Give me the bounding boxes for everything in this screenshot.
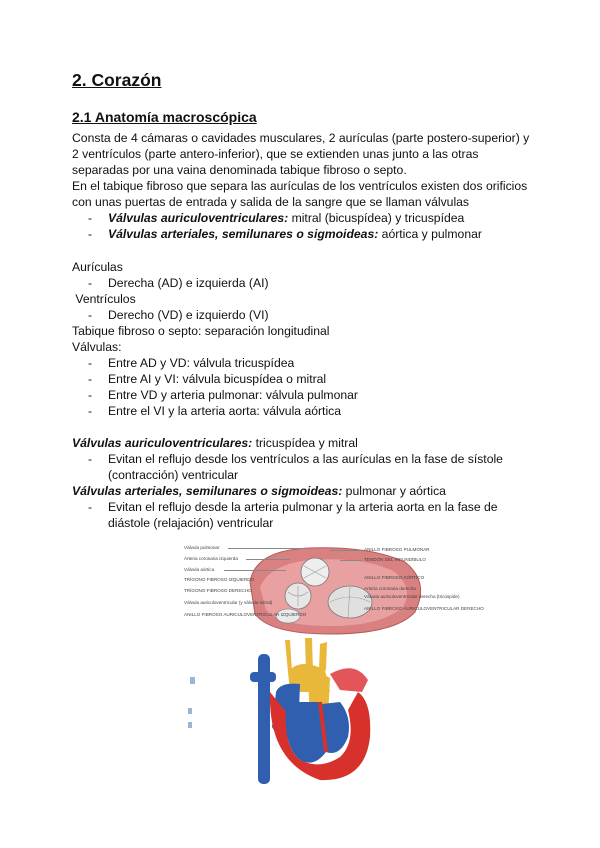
intro-line: con unas puertas de entrada y salida de la sangre que se llaman válvulas (72, 195, 470, 209)
leader-line (330, 550, 362, 551)
atria-heading: Aurículas (72, 260, 123, 274)
ventricles-heading: Ventrículos (72, 292, 136, 306)
list-item: - Entre AI y VI: válvula bicuspídea o mitral (88, 372, 327, 386)
figure-label: TENDÓN DEL INFUNDÍBULO (364, 557, 426, 562)
list-item-continuation: (contracción) ventricular (108, 468, 239, 482)
av-heading: Válvulas auriculoventriculares: tricuspídea y mitral (72, 436, 358, 450)
list-item: - Evitan el reflujo desde los ventrículos a las aurículas en la fase de sístole (88, 452, 503, 466)
figure-label: TRÍGONO FIBROSO DERECHO (184, 588, 252, 593)
leader-line (340, 560, 362, 561)
section-heading: 2.1 Anatomía macroscópica (72, 109, 257, 125)
valves-heading: Válvulas: (72, 340, 122, 354)
figure-label: Arteria coronaria izquierda (184, 556, 238, 561)
intro-line: 2 ventrículos (parte antero-inferior), que se extienden unas junto a las otras (72, 147, 479, 161)
figure-label: Válvula aórtica (184, 567, 215, 572)
sl-heading: Válvulas arteriales, semilunares o sigmoideas: pulmonar y aórtica (72, 484, 446, 498)
leader-line (228, 548, 308, 549)
figure-label: ANILLO FIBROSO PULMONAR (364, 547, 430, 552)
intro-line: Consta de 4 cámaras o cavidades musculares, 2 aurículas (parte postero-superior) y (72, 131, 530, 145)
figure-label: ANILLO FIBROSO AURICULOVENTRICULAR IZQUIERDO (184, 612, 307, 617)
figure-label: Arteria coronaria derecha (364, 586, 416, 591)
list-item: - Válvulas auriculoventriculares: mitral (bicuspídea) y tricuspídea (88, 211, 465, 225)
list-item-continuation: diástole (relajación) ventricular (108, 516, 274, 530)
figure-label: Válvula pulmonar (184, 545, 220, 550)
leader-line (224, 570, 286, 571)
list-item: - Entre VD y arteria pulmonar: válvula pulmonar (88, 388, 358, 402)
list-item: - Entre el VI y la arteria aorta: válvula aórtica (88, 404, 342, 418)
intro-line: separadas por una vaina denominada tabique fibroso o septo. (72, 163, 407, 177)
list-item: - Entre AD y VD: válvula tricuspídea (88, 356, 295, 370)
figure-label: Válvula auriculoventricular derecha (tricúspide) (364, 594, 460, 599)
septum-line: Tabique fibroso o septo: separación longitudinal (72, 324, 330, 338)
intro-line: En el tabique fibroso que separa las aurículas de los ventrículos existen dos orificios (72, 179, 528, 193)
figure-label: ANILLO FIBROSO AÓRTICO (364, 575, 425, 580)
figure-label: TRÍGONO FIBROSO IZQUIERDO (184, 577, 255, 582)
list-item: - Derecha (AD) e izquierda (AI) (88, 276, 269, 290)
figure-label: ANILLO FIBROSO AURICULOVENTRICULAR DERECHO (364, 606, 484, 611)
list-item: - Derecho (VD) e izquierdo (VI) (88, 308, 269, 322)
leader-line (246, 559, 290, 560)
page-title: 2. Corazón (72, 70, 162, 90)
heart-diagram (188, 638, 370, 784)
list-item: - Evitan el reflujo desde la arteria pulmonar y la arteria aorta en la fase de (88, 500, 498, 514)
figure-label: Válvula auriculoventricular (y válvula mitral) (184, 600, 273, 605)
list-item: - Válvulas arteriales, semilunares o sigmoideas: aórtica y pulmonar (88, 227, 482, 241)
heart-figure (180, 542, 484, 794)
